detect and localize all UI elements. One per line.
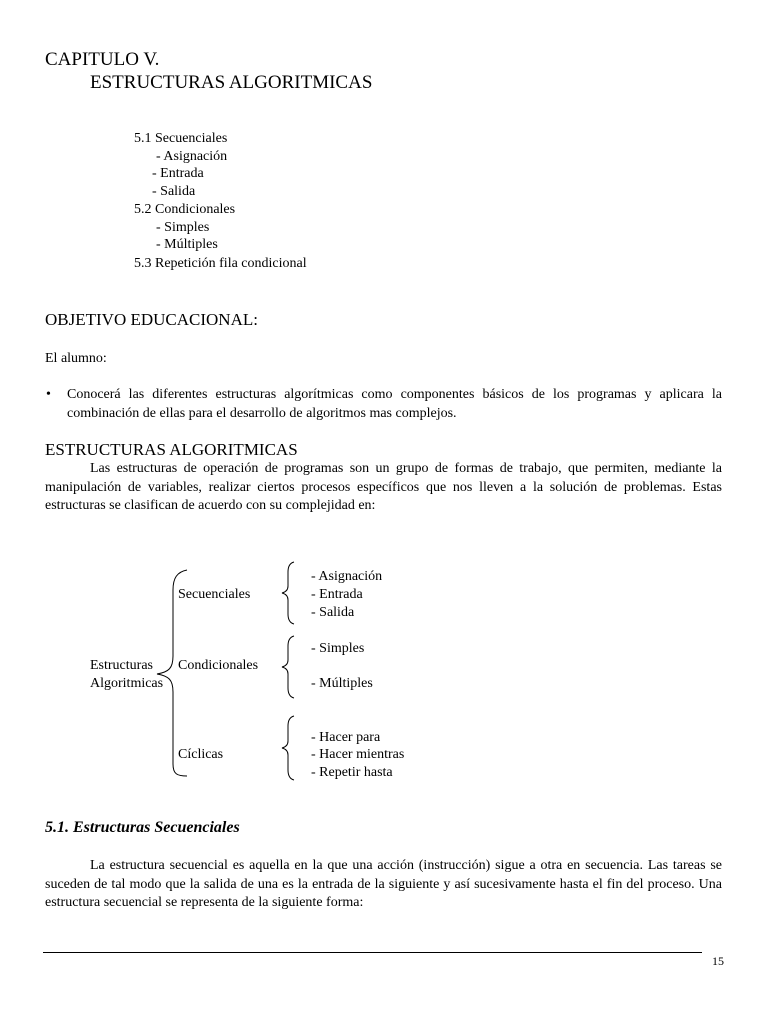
structures-heading: ESTRUCTURAS ALGORITMICAS (45, 440, 298, 459)
item-salida: - Salida (311, 605, 355, 620)
toc-item: - Asignación (156, 149, 228, 164)
toc-item: - Simples (156, 220, 210, 235)
objective-intro: El alumno: (45, 351, 107, 366)
bullet-icon: • (46, 387, 51, 402)
item-hacer-mientras: - Hacer mientras (311, 747, 405, 762)
section-paragraph: La estructura secuencial es aquella en la que una acción (instrucción) sigue a otra en secuencia. Las tareas se suceden de tal modo que la salida de una es la entrada de la siguiente y así sucesivamente hasta el fin del proceso. Una estructura secuencial se representa de la siguiente forma: (45, 858, 722, 910)
brace-secuenciales (280, 560, 300, 626)
brace-ciclicas (280, 714, 300, 782)
objective-heading: OBJETIVO EDUCACIONAL: (45, 310, 258, 329)
group-label-condicionales: Condicionales (178, 658, 259, 673)
section-heading: 5.1. Estructuras Secuenciales (45, 819, 240, 836)
item-repetir-hasta: - Repetir hasta (311, 765, 393, 780)
chapter-title: CAPITULO V. (45, 49, 160, 70)
objective-bullet-text: Conocerá las diferentes estructuras algorítmicas como componentes básicos de los programas y aplicara la combinación de ellas para el desarrollo de algoritmos mas complejos. (67, 387, 722, 421)
structures-paragraph: Las estructuras de operación de programas son un grupo de formas de trabajo, que permiten, mediante la manipulación de variables, realizar ciertos procesos específicos que nos lleven a la solución de problemas. Estas estructuras se clasifican de acuerdo con su complejidad en: (45, 461, 722, 513)
toc-item: - Salida (152, 184, 196, 199)
toc-item: 5.3 Repetición fila condicional (134, 256, 307, 271)
item-multiples: - Múltiples (311, 676, 373, 691)
item-hacer-para: - Hacer para (311, 730, 381, 745)
item-asignacion: - Asignación (311, 569, 383, 584)
toc-item: 5.1 Secuenciales (134, 131, 228, 146)
diagram-root-line2: Algoritmicas (90, 676, 164, 691)
footer-rule (43, 952, 702, 953)
toc-item: - Entrada (152, 166, 204, 181)
diagram-root-line1: Estructuras (90, 658, 153, 673)
toc-item: 5.2 Condicionales (134, 202, 236, 217)
toc-item: - Múltiples (156, 237, 218, 252)
chapter-subtitle: ESTRUCTURAS ALGORITMICAS (90, 72, 373, 93)
brace-condicionales (280, 634, 300, 700)
group-label-ciclicas: Cíclicas (178, 747, 224, 762)
item-simples: - Simples (311, 641, 365, 656)
page-number: 15 (712, 954, 724, 968)
group-label-secuenciales: Secuenciales (178, 587, 251, 602)
item-entrada: - Entrada (311, 587, 363, 602)
